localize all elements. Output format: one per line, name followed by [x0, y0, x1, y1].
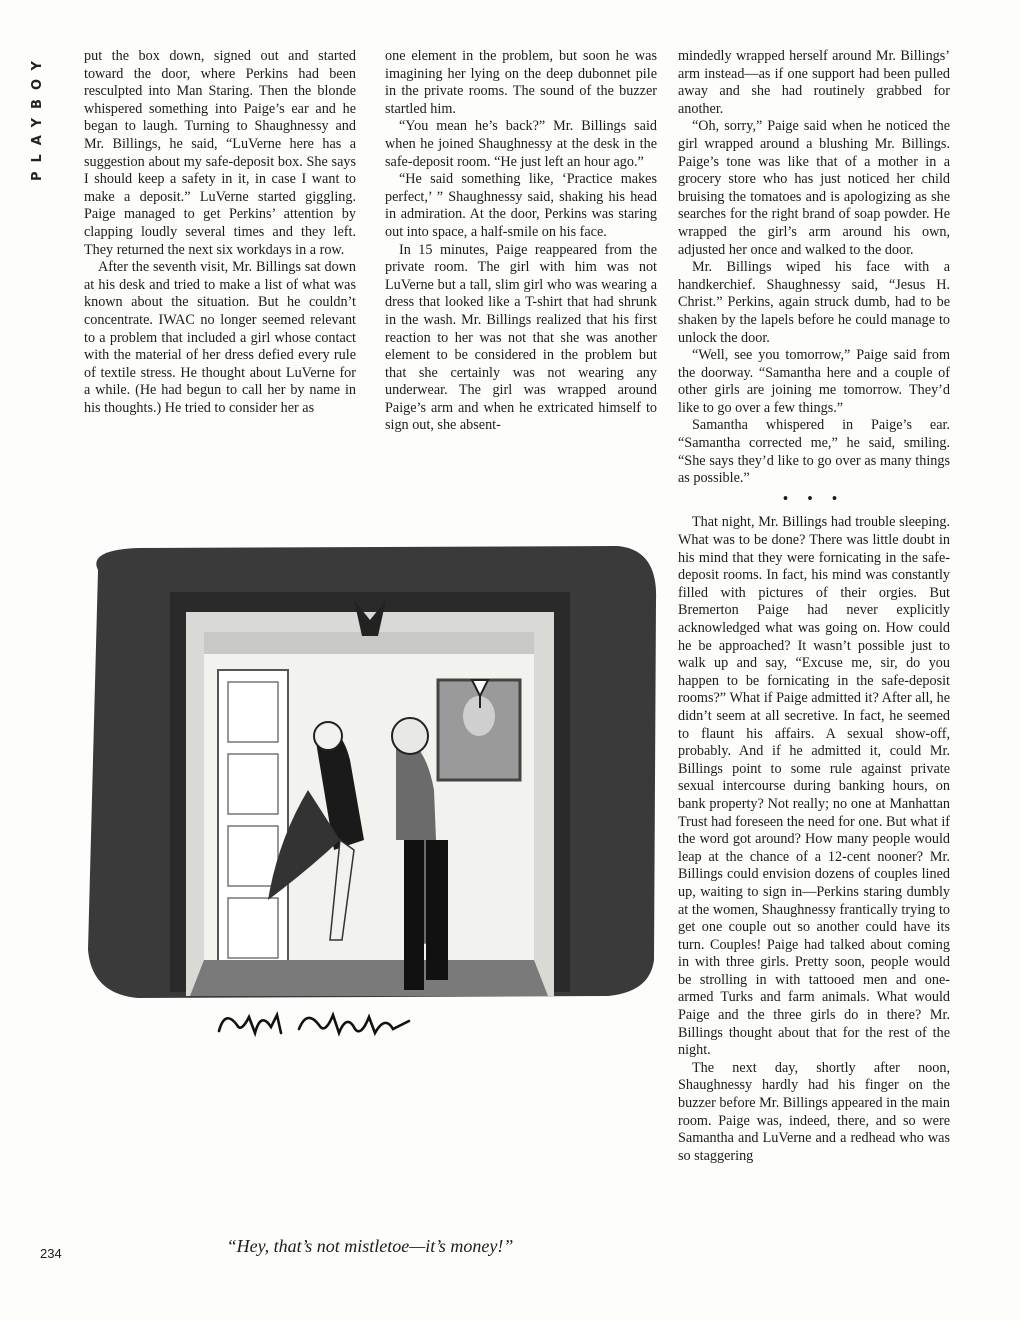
paragraph: “Oh, sorry,” Paige said when he noticed the girl wrapped around a blushing Mr. Billings. Paige’s tone was like that of a mother in a grocery store who has just noticed her child bruising the tomatoes and is apologizing as she searches for the right brand of soap powder. He wrapped the girl’s arm around his own, adjusted her once and walked to the door. — [678, 118, 950, 258]
paragraph: After the seventh visit, Mr. Billings sat down at his desk and tried to make a list of what was known about the situation. But he couldn’t concentrate. IWAC no longer seemed relevant to a problem that included a girl whose contact with the material of her dress defied every rule of textile stress. He thought about LuVerne for a while. (He had begun to call her by name in his thoughts.) He tried to consider her as — [84, 259, 356, 416]
paragraph: mindedly wrapped herself around Mr. Billings’ arm instead—as if one support had been pulled away and she had routinely grabbed for another. — [678, 48, 950, 117]
paragraph: Mr. Billings wiped his face with a handkerchief. Shaughnessy said, “Jesus H. Christ.” Perkins, again struck dumb, had to be shaken by the lapels before he could manage to unlock the door. — [678, 259, 950, 346]
section-separator: • • • — [783, 490, 845, 507]
paragraph: In 15 minutes, Paige reappeared from the private room. The girl with him was not LuVerne but a tall, slim girl who was wearing a dress that looked like a T-shirt that had shrunk in the wash. Mr. Billings realized that his first reaction to her was not that she was another element to be considered in the problem but that she certainly was not wearing any underwear. The girl was wrapped around Paige’s arm and when he extricated himself to sign out, she absent- — [385, 241, 657, 434]
paragraph: Samantha whispered in Paige’s ear. “Samantha corrected me,” he said, smiling. “She says they’d like to go over as many things as possible.” — [678, 417, 950, 487]
signature-scribble — [215, 1003, 415, 1045]
artist-signature — [215, 1003, 415, 1045]
text-column-3 — [678, 48, 950, 1165]
cartoon-illustration — [78, 540, 662, 1000]
paragraph: The next day, shortly after noon, Shaughnessy hardly had his finger on the buzzer before Mr. Billings appeared in the main room. Paige was, indeed, there, and so were Samantha and LuVerne and a redhead who was so staggering — [678, 1059, 950, 1164]
paragraph: one element in the problem, but soon he was imagining her lying on the deep dubonnet pile in the private rooms. The sound of the buzzer startled him. — [385, 48, 657, 117]
text-column-2 — [385, 48, 657, 435]
paragraph: “He said something like, ‘Practice makes perfect,’ ” Shaughnessy said, shaking his head in admiration. At the door, Perkins was staring out into space, a half-smile on his face. — [385, 171, 657, 240]
text-column-1 — [84, 48, 356, 417]
paragraph: “Well, see you tomorrow,” Paige said from the doorway. “Samantha here and a couple of other girls are joining me tomorrow. They’d like to go over a few things.” — [678, 347, 950, 416]
cartoon-drawing — [78, 540, 662, 1000]
paragraph: That night, Mr. Billings had trouble sleeping. What was to be done? There was little doubt in his mind that they were fornicating in the safe-deposit rooms. In fact, his mind was constantly filled with pictures of their orgies. But Bremerton Paige had never explicitly acknowledged what was going on. How could he be approached? It wasn’t possible just to walk up and say, “Excuse me, sir, do you happen to be fornicating in the safe-deposit rooms?” What if Paige admitted it? After all, he didn’t seem at all secretive. In fact, he seemed to flaunt his affairs. A sexual show-off, probably. And if he admitted it, could Mr. Billings point to some rule against private sexual intercourse during banking hours, on bank property? Not really; no one at Manhattan Trust had foreseen the need for one. But what if the word got around? How many people would leap at the chance of a 12-cent nooner? Mr. Billings could envision dozens of couples lined up, waiting to sign in—Perkins staring dumbly at the women, Shaughnessy frantically trying to get one couple out so another could have its turn. Couples! Paige had talked about coming in with three girls. Pretty soon, people would be strolling in with tattooed men and one-armed Turks and farm animals. What would Paige and the three girls do in there? Mr. Billings thought about that for the rest of the night. — [678, 514, 950, 1059]
paragraph: “You mean he’s back?” Mr. Billings said when he joined Shaughnessy at the desk in the safe-deposit room. “He just left an hour ago.” — [385, 118, 657, 170]
page-number: 234 — [40, 1246, 62, 1261]
paragraph: put the box down, signed out and started toward the door, where Perkins had been resculpted into Man Staring. Then the blonde whispered something into Paige’s ear and he began to laugh. Turning to Shaughnessy and Mr. Billings, he said, “LuVerne here has a suggestion about my safe-deposit box. She says I should keep a safety in it, in case I want to make a deposit.” LuVerne started giggling. Paige managed to get Perkins’ attention by clapping loudly several times and they left. They returned the next six workdays in a row. — [84, 48, 356, 258]
magazine-logo-vertical: PLAYBOY — [30, 52, 45, 181]
cartoon-caption: “Hey, that’s not mistletoe—it’s money!” — [226, 1236, 514, 1256]
